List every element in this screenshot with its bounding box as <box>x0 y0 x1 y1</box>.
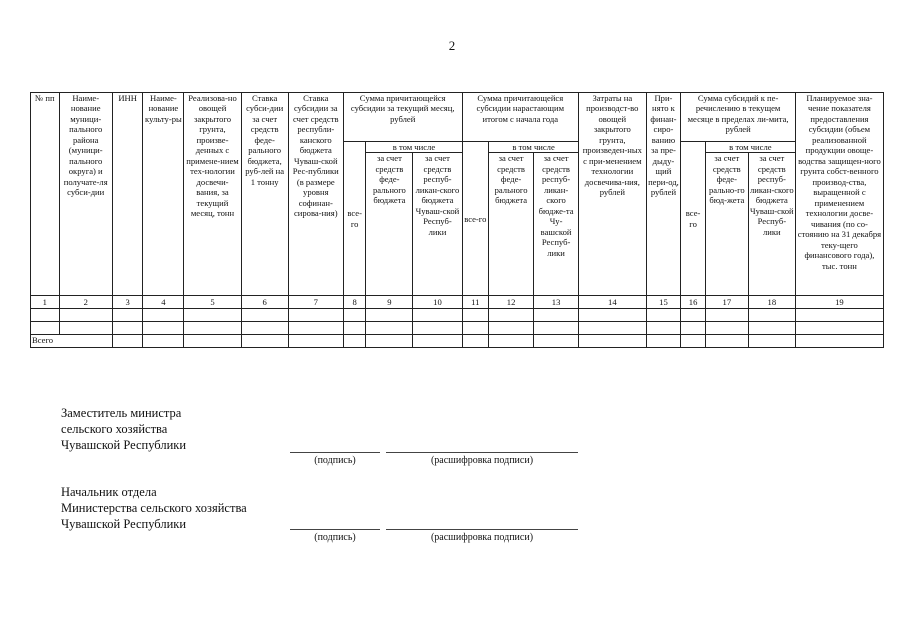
header-cell: Планируемое зна-чение показателя предоставления субсидии (объем реализованной продукции овоще-водства защищен-ного грунта собст-венного производ-ства, выращенной с применением технологии досве-чивания (по со-стоянию на 31 декабря теку-щего финансового года), тыс. тонн <box>795 93 883 296</box>
column-number: 11 <box>462 296 489 309</box>
table-cell <box>534 335 579 348</box>
header-cell: Затраты на производст-во овощей закрытого грунта, произведен-ных с при-менением технологии досвечива-ния, рублей <box>579 93 646 296</box>
header-cell: за счет средств респуб-ликан-ского бюджета Чуваш-ской Респуб-лики <box>748 153 795 296</box>
table-cell <box>112 322 143 335</box>
header-cell: за счет средств феде-рального бюджета <box>366 153 413 296</box>
table-row <box>31 309 884 322</box>
table-cell <box>241 322 288 335</box>
column-number: 6 <box>241 296 288 309</box>
table-cell <box>112 309 143 322</box>
table-cell <box>366 335 413 348</box>
table-cell <box>705 322 748 335</box>
header-cell: При-нято к финан-сиро-ванию за пре-дыду-щий пери-од, рублей <box>646 93 681 296</box>
header-group-cell: Сумма причитающейся субсидии нарастающим итогом с начала года <box>462 93 579 142</box>
table-cell <box>705 335 748 348</box>
header-cell: Наиме-нование муници-пального района (муници-пального округа) и получате-ля субси-дии <box>59 93 112 296</box>
table-cell <box>489 335 534 348</box>
signature-decode-line <box>386 529 578 530</box>
signature-caption: (подпись) <box>314 455 356 466</box>
table-cell <box>241 335 288 348</box>
column-number: 17 <box>705 296 748 309</box>
signature-title-line: Начальник отдела <box>61 485 157 499</box>
table-cell <box>681 322 706 335</box>
column-number: 9 <box>366 296 413 309</box>
table-cell <box>579 335 646 348</box>
table-cell <box>143 322 184 335</box>
table-cell <box>288 309 343 322</box>
table-cell <box>646 335 681 348</box>
header-cell: Ставка субси-дии за счет средств феде-рального бюджета, руб-лей на 1 тонну <box>241 93 288 296</box>
table-cell <box>143 309 184 322</box>
column-number: 15 <box>646 296 681 309</box>
header-cell: ИНН <box>112 93 143 296</box>
table-cell <box>489 322 534 335</box>
header-cell: за счет средств феде-рального бюджета <box>489 153 534 296</box>
column-number: 1 <box>31 296 60 309</box>
header-cell: за счет средств респуб-ликан-ского бюджета Чуваш-ской Респуб-лики <box>413 153 462 296</box>
total-row-label: Всего <box>31 335 113 348</box>
table-cell <box>579 322 646 335</box>
column-number-row <box>31 296 884 309</box>
table-cell <box>534 322 579 335</box>
table-cell <box>343 322 365 335</box>
header-cell: Наиме-нование культу-ры <box>143 93 184 296</box>
column-number: 4 <box>143 296 184 309</box>
table-cell <box>59 322 112 335</box>
header-cell: в том числе <box>489 142 579 153</box>
report-table <box>30 92 884 348</box>
column-number: 3 <box>112 296 143 309</box>
signature-decode-line <box>386 452 578 453</box>
table-cell <box>184 322 241 335</box>
header-cell: все-го <box>681 142 706 296</box>
header-cell: в том числе <box>366 142 462 153</box>
column-number: 12 <box>489 296 534 309</box>
table-cell <box>489 309 534 322</box>
header-cell: Ставка субсидии за счет средств республи-канского бюджета Чуваш-ской Рес-публики (в размере уровня софинан-сирова-ния) <box>288 93 343 296</box>
signature-title-line: Министерства сельского хозяйства <box>61 501 247 515</box>
table-cell <box>59 309 112 322</box>
table-cell <box>366 322 413 335</box>
total-row <box>31 335 884 348</box>
table-cell <box>579 309 646 322</box>
table-cell <box>795 335 883 348</box>
column-number: 7 <box>288 296 343 309</box>
signature-decode-caption: (расшифровка подписи) <box>430 455 534 466</box>
table-cell <box>681 335 706 348</box>
column-number: 2 <box>59 296 112 309</box>
table-cell <box>646 322 681 335</box>
table-cell <box>646 309 681 322</box>
signature-caption: (подпись) <box>314 532 356 543</box>
column-number: 5 <box>184 296 241 309</box>
column-number: 18 <box>748 296 795 309</box>
table-cell <box>705 309 748 322</box>
header-group-cell: Сумма причитающейся субсидии за текущий месяц, рублей <box>343 93 462 142</box>
table-cell <box>413 335 462 348</box>
header-cell: Реализова-но овощей закрытого грунта, произве-денных с примене-нием тех-нологии досвечи-вания, за текущий месяц, тонн <box>184 93 241 296</box>
signature-line <box>290 452 380 453</box>
signature-title-line: Чувашской Республики <box>61 517 187 531</box>
header-cell: № пп <box>31 93 60 296</box>
signature-block-deputy <box>61 405 186 453</box>
table-row <box>31 322 884 335</box>
header-cell: за счет средств респуб-ликан-ского бюдже-та Чу-вашской Респуб-лики <box>534 153 579 296</box>
table-cell <box>462 309 489 322</box>
signature-line <box>290 529 380 530</box>
table-cell <box>795 322 883 335</box>
table-cell <box>288 322 343 335</box>
table-cell <box>366 309 413 322</box>
table-cell <box>462 335 489 348</box>
table-cell <box>748 309 795 322</box>
signature-decode-caption: (расшифровка подписи) <box>430 532 534 543</box>
table-cell <box>31 309 60 322</box>
table-cell <box>413 309 462 322</box>
column-number: 16 <box>681 296 706 309</box>
page-number: 2 <box>448 38 456 53</box>
column-number: 13 <box>534 296 579 309</box>
signature-block-head <box>61 484 247 532</box>
table-cell <box>534 309 579 322</box>
table-cell <box>31 322 60 335</box>
header-group-cell: Сумма субсидий к пе-речислению в текущем месяце в пределах ли-мита, рублей <box>681 93 796 142</box>
table-cell <box>184 309 241 322</box>
header-cell: в том числе <box>705 142 795 153</box>
table-cell <box>681 309 706 322</box>
table-cell <box>343 309 365 322</box>
header-cell: за счет средств феде-рально-го бюд-жета <box>705 153 748 296</box>
column-number: 19 <box>795 296 883 309</box>
column-number: 8 <box>343 296 365 309</box>
table-cell <box>288 335 343 348</box>
signature-title-line: Чувашской Республики <box>61 438 187 452</box>
table-cell <box>748 322 795 335</box>
table-cell <box>413 322 462 335</box>
table-cell <box>241 309 288 322</box>
signature-title-line: Заместитель министра <box>61 406 182 420</box>
table-cell <box>143 335 184 348</box>
column-number: 14 <box>579 296 646 309</box>
table-cell <box>112 335 143 348</box>
table-cell <box>795 309 883 322</box>
table-cell <box>462 322 489 335</box>
table-cell <box>184 335 241 348</box>
signature-title-line: сельского хозяйства <box>61 422 168 436</box>
header-cell: все-го <box>462 142 489 296</box>
column-number: 10 <box>413 296 462 309</box>
header-cell: все-го <box>343 142 365 296</box>
table-cell <box>748 335 795 348</box>
header-row <box>31 93 884 142</box>
table-cell <box>343 335 365 348</box>
